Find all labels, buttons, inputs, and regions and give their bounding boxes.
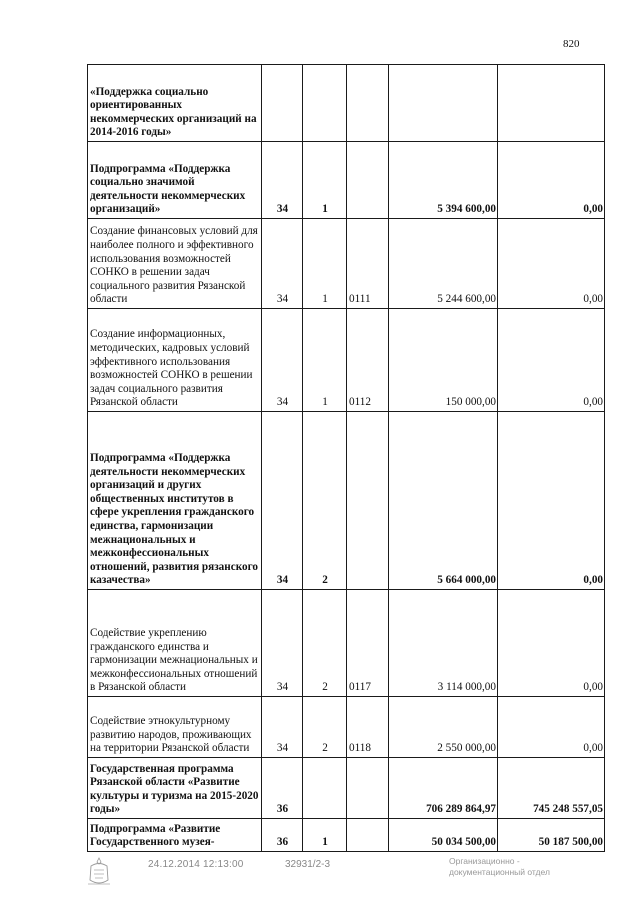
emblem-stamp-icon — [86, 856, 112, 888]
row-code-program: 34 — [262, 412, 303, 590]
row-code-program: 34 — [262, 142, 303, 219]
page-number: 820 — [563, 38, 580, 50]
row-code-event — [347, 142, 389, 219]
table-row — [88, 697, 605, 758]
row-amount-1: 2 550 000,00 — [389, 697, 498, 758]
row-code-event — [347, 819, 389, 852]
row-code-program: 36 — [262, 758, 303, 819]
row-amount-1: 150 000,00 — [389, 309, 498, 412]
row-amount-2: 745 248 557,05 — [498, 758, 605, 819]
table-row — [88, 412, 605, 590]
row-amount-2: 0,00 — [498, 412, 605, 590]
row-code-event: 0118 — [347, 697, 389, 758]
row-code-subprogram: 2 — [303, 590, 347, 697]
footer-doc-id: 32931/2-3 — [285, 859, 331, 870]
table-row — [88, 819, 605, 852]
row-code-event — [347, 758, 389, 819]
row-name: Создание финансовых условий для наиболее полного и эффективного использования возможностей СОНКО в решении задач социального развития Рязанской области — [88, 219, 262, 309]
row-amount-2: 0,00 — [498, 219, 605, 309]
row-code-program: 34 — [262, 309, 303, 412]
table-row — [88, 219, 605, 309]
row-code-program: 34 — [262, 590, 303, 697]
row-amount-1: 50 034 500,00 — [389, 819, 498, 852]
table-row — [88, 309, 605, 412]
page-footer — [0, 856, 640, 896]
row-code-subprogram — [303, 65, 347, 142]
row-code-subprogram: 1 — [303, 142, 347, 219]
row-code-subprogram: 1 — [303, 819, 347, 852]
table-row — [88, 758, 605, 819]
row-name: Создание информационных, методических, кадровых условий эффективного использования возможностей СОНКО в решении задач социального развития Рязанской области — [88, 309, 262, 412]
row-name: Государственная программа Рязанской области «Развитие культуры и туризма на 2015-2020 годы» — [88, 758, 262, 819]
row-code-subprogram — [303, 758, 347, 819]
row-code-event: 0111 — [347, 219, 389, 309]
row-amount-2: 0,00 — [498, 590, 605, 697]
row-code-subprogram: 1 — [303, 309, 347, 412]
row-name: Подпрограмма «Поддержка деятельности некоммерческих организаций и других общественных институтов в сфере укрепления гражданского единства, гармонизации межнациональных и межконфессиональных отношений, развития рязанского казачества» — [88, 412, 262, 590]
row-code-event: 0117 — [347, 590, 389, 697]
row-name: «Поддержка социально ориентированных некоммерческих организаций на 2014-2016 годы» — [88, 65, 262, 142]
footer-org-line2: документационный отдел — [449, 867, 550, 877]
table-row — [88, 65, 605, 142]
row-amount-1: 3 114 000,00 — [389, 590, 498, 697]
row-code-event — [347, 65, 389, 142]
row-amount-2: 50 187 500,00 — [498, 819, 605, 852]
row-amount-1: 5 244 600,00 — [389, 219, 498, 309]
row-amount-2: 0,00 — [498, 142, 605, 219]
row-code-program: 36 — [262, 819, 303, 852]
row-amount-2: 0,00 — [498, 309, 605, 412]
row-code-program: 34 — [262, 219, 303, 309]
row-amount-1: 706 289 864,97 — [389, 758, 498, 819]
row-name: Содействие укреплению гражданского единства и гармонизации межнациональных и межконфессиональных отношений в Рязанской области — [88, 590, 262, 697]
row-name: Подпрограмма «Развитие Государственного музея- — [88, 819, 262, 852]
row-code-subprogram: 2 — [303, 412, 347, 590]
table-row — [88, 590, 605, 697]
row-code-event: 0112 — [347, 309, 389, 412]
footer-org — [449, 856, 550, 878]
table-row — [88, 142, 605, 219]
row-amount-2: 0,00 — [498, 697, 605, 758]
row-code-subprogram: 2 — [303, 697, 347, 758]
row-code-program: 34 — [262, 697, 303, 758]
footer-datetime: 24.12.2014 12:13:00 — [148, 859, 244, 870]
row-name: Подпрограмма «Поддержка социально значимой деятельности некоммерческих организаций» — [88, 142, 262, 219]
row-amount-1: 5 394 600,00 — [389, 142, 498, 219]
row-name: Содействие этнокультурному развитию народов, проживающих на территории Рязанской области — [88, 697, 262, 758]
row-code-event — [347, 412, 389, 590]
row-amount-1 — [389, 65, 498, 142]
row-code-program — [262, 65, 303, 142]
row-amount-1: 5 664 000,00 — [389, 412, 498, 590]
footer-org-line1: Организационно - — [449, 856, 520, 866]
budget-table — [87, 64, 605, 852]
row-code-subprogram: 1 — [303, 219, 347, 309]
row-amount-2 — [498, 65, 605, 142]
